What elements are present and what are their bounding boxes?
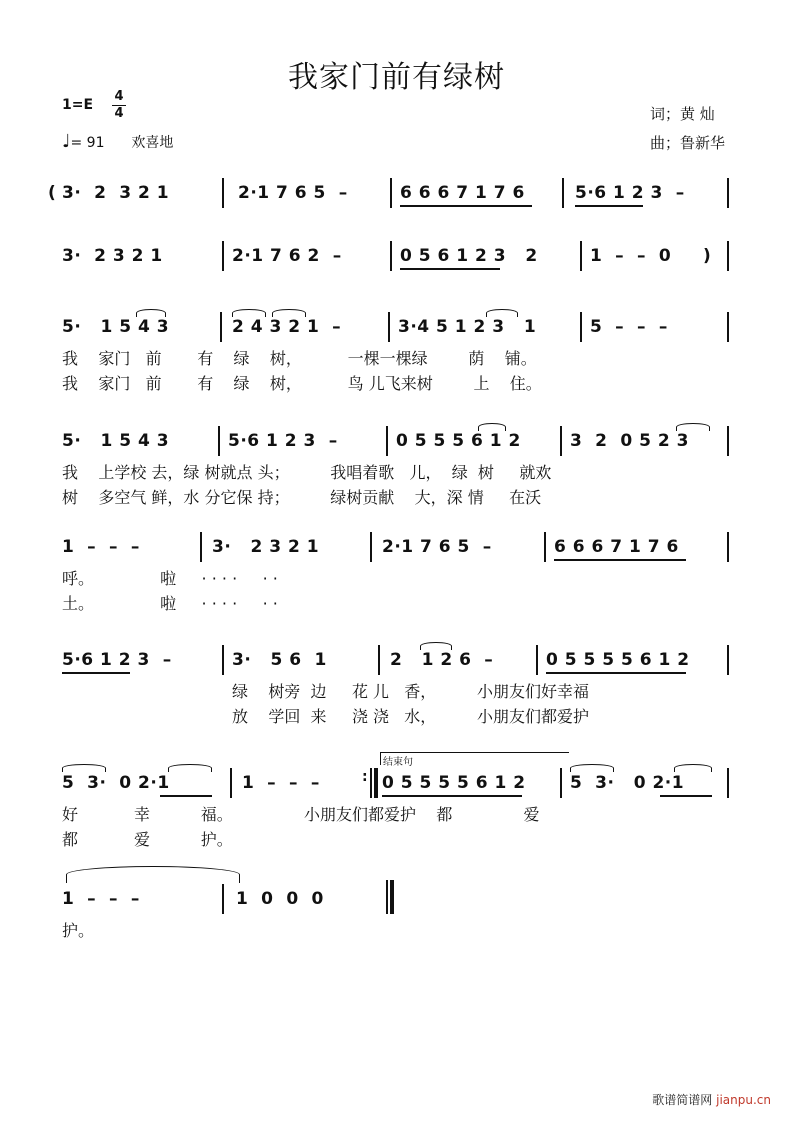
ending-label: 结束句 <box>383 757 413 768</box>
measure-6-4: 0 5 5 5 5 6 1 2 <box>546 650 690 670</box>
barline <box>560 768 562 798</box>
barline <box>222 884 224 914</box>
barline <box>727 532 729 562</box>
barline <box>580 241 582 271</box>
barline <box>222 178 224 208</box>
beam-underline <box>400 268 500 270</box>
measure-2-1: 3· 2 3 2 1 <box>62 246 163 266</box>
footer-watermark <box>652 1091 771 1108</box>
lyric-verse-1: 我 上学校 去，绿 树就点 头； 我唱着歌 儿， 绿 树 就欢 <box>62 463 552 482</box>
lyric-verse-2: 我 家门 前 有 绿 树， 鸟 儿飞来树 上 住。 <box>62 374 542 393</box>
measure-2-2: 2·1 7 6 2 – <box>232 246 342 266</box>
barline <box>727 312 729 342</box>
measure-3-3: 3·4 5 1 2 3 1 <box>398 317 537 337</box>
time-sig-bottom: 4 <box>114 106 124 121</box>
final-barline <box>390 880 394 914</box>
footer-url: jianpu.cn <box>716 1093 771 1107</box>
beam-underline <box>554 559 686 561</box>
measure-6-2: 3· 5 6 1 <box>232 650 327 670</box>
tempo-expression: 欢喜地 <box>131 135 174 151</box>
measure-2-4: 1 – – 0 <box>590 246 672 266</box>
ending-bracket <box>380 752 569 768</box>
closing-paren: ) <box>703 246 712 266</box>
measure-8-2: 1 0 0 0 <box>236 889 324 909</box>
slur <box>272 309 306 317</box>
slur <box>570 764 614 772</box>
tempo-marking <box>62 131 173 152</box>
slur <box>420 642 452 650</box>
barline <box>386 426 388 456</box>
beam-underline <box>62 672 130 674</box>
beam-underline <box>400 205 532 207</box>
measure-7-4: 5 3· 0 2·1 <box>570 773 685 793</box>
barline <box>727 178 729 208</box>
barline <box>230 768 232 798</box>
lyric-verse-1: 护。 <box>62 921 95 940</box>
measure-1-1: 3· 2 3 2 1 <box>62 183 170 203</box>
measure-5-3: 2·1 7 6 5 – <box>382 537 492 557</box>
measure-7-2: 1 – – – <box>242 773 320 793</box>
lyric-verse-2: 放 学回 来 浇 浇 水， 小朋友们都爱护 <box>232 707 589 726</box>
measure-5-2: 3· 2 3 2 1 <box>212 537 320 557</box>
slur <box>478 423 506 431</box>
composer: 曲；鲁新华 <box>650 134 726 152</box>
barline <box>220 312 222 342</box>
lyricist: 词；黄 灿 <box>650 105 715 123</box>
barline <box>727 768 729 798</box>
lyric-verse-1: 绿 树旁 边 花 儿 香， 小朋友们好幸福 <box>232 682 589 701</box>
lyric-verse-2: 树 多空气 鲜，水 分它保 持； 绿树贡献 大，深 情 在沃 <box>62 488 542 507</box>
lyric-verse-2: 土。 啦 · · · · · · <box>62 594 278 613</box>
barline <box>388 312 390 342</box>
barline <box>560 426 562 456</box>
measure-3-1: 5· 1 5 4 3 <box>62 317 170 337</box>
beam-underline <box>382 795 522 797</box>
measure-4-4: 3 2 0 5 2 3 <box>570 431 689 451</box>
beam-underline <box>160 795 212 797</box>
measure-5-1: 1 – – – <box>62 537 140 557</box>
barline <box>222 645 224 675</box>
measure-8-1: 1 – – – <box>62 889 140 909</box>
tie <box>66 866 240 883</box>
footer-site: 歌谱简谱网 <box>652 1093 713 1107</box>
measure-6-1: 5·6 1 2 3 – <box>62 650 172 670</box>
barline <box>580 312 582 342</box>
time-signature <box>112 90 126 121</box>
key-signature: 1=E <box>62 97 94 113</box>
slur <box>168 764 212 772</box>
barline <box>222 241 224 271</box>
barline <box>727 241 729 271</box>
measure-7-1: 5 3· 0 2·1 <box>62 773 170 793</box>
beam-underline <box>575 205 643 207</box>
slur <box>486 309 518 317</box>
time-sig-top: 4 <box>114 89 124 104</box>
measure-1-4: 5·6 1 2 3 – <box>575 183 685 203</box>
barline <box>727 426 729 456</box>
slur <box>232 309 266 317</box>
barline <box>390 241 392 271</box>
beam-underline <box>660 795 712 797</box>
quarter-note-icon: ♩ <box>62 131 71 152</box>
measure-2-3: 0 5 6 1 2 3 2 <box>400 246 538 266</box>
lyric-verse-1: 呼。 啦 · · · · · · <box>62 569 278 588</box>
barline <box>562 178 564 208</box>
measure-4-2: 5·6 1 2 3 – <box>228 431 338 451</box>
tempo-value: = 91 <box>70 135 105 151</box>
barline <box>727 645 729 675</box>
barline <box>544 532 546 562</box>
slur <box>136 309 166 317</box>
barline <box>200 532 202 562</box>
barline <box>386 880 388 914</box>
slur <box>62 764 106 772</box>
measure-1-3: 6 6 6 7 1 7 6 <box>400 183 525 203</box>
lyric-verse-2: 都 爱 护。 <box>62 830 233 849</box>
barline <box>378 645 380 675</box>
repeat-dots: : <box>362 769 369 785</box>
barline <box>370 532 372 562</box>
lyric-verse-1: 好 幸 福。 小朋友们都爱护 都 爱 <box>62 805 540 824</box>
measure-4-3: 0 5 5 5 6 1 2 <box>396 431 521 451</box>
song-title: 我家门前有绿树 <box>288 60 505 95</box>
beam-underline <box>546 672 686 674</box>
barline <box>390 178 392 208</box>
measure-1-2: 2·1 7 6 5 – <box>238 183 348 203</box>
measure-4-1: 5· 1 5 4 3 <box>62 431 170 451</box>
measure-5-4: 6 6 6 7 1 7 6 <box>554 537 679 557</box>
barline <box>218 426 220 456</box>
final-barline <box>374 768 378 798</box>
barline <box>370 768 372 798</box>
slur <box>674 764 712 772</box>
opening-paren: ( <box>48 183 57 203</box>
slur <box>676 423 710 431</box>
measure-6-3: 2 1 2 6 – <box>390 650 494 670</box>
lyric-verse-1: 我 家门 前 有 绿 树， 一棵一棵绿 荫 铺。 <box>62 349 537 368</box>
measure-3-4: 5 – – – <box>590 317 668 337</box>
measure-7-3: 0 5 5 5 5 6 1 2 <box>382 773 526 793</box>
barline <box>536 645 538 675</box>
measure-3-2: 2 4 3 2 1 – <box>232 317 342 337</box>
